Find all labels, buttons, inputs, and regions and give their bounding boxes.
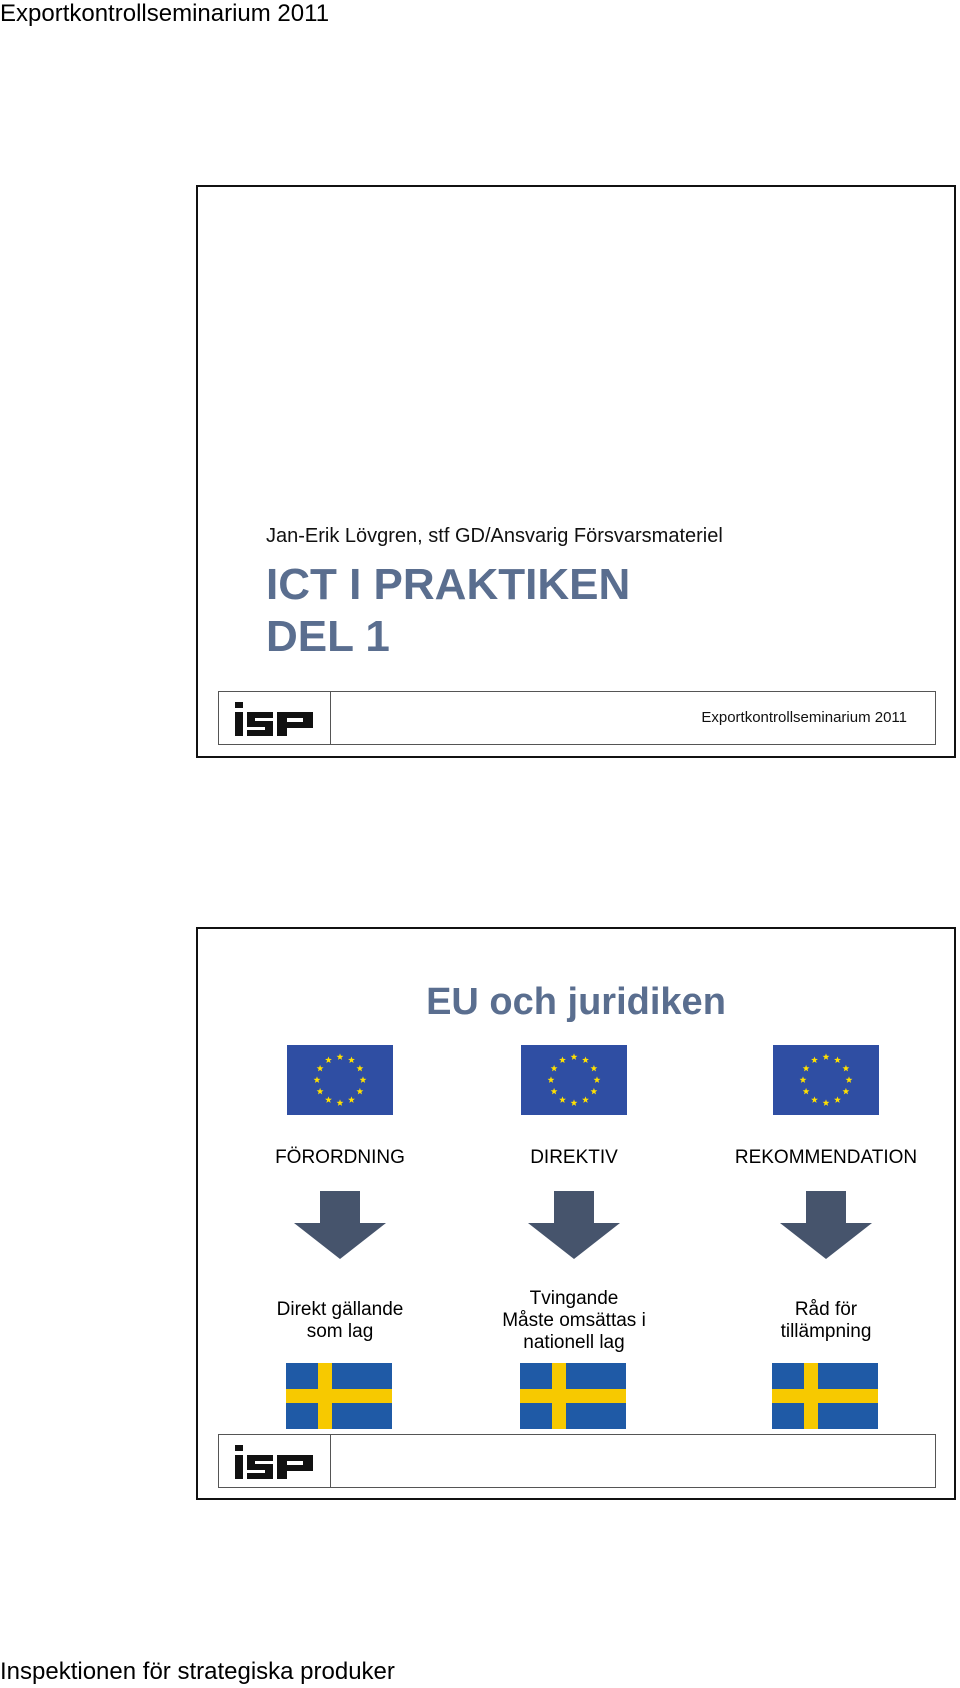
eu-flag-icon — [521, 1045, 627, 1115]
column-description: Direkt gällande som lag — [276, 1299, 404, 1342]
slide-1-footer-text: Exportkontrollseminarium 2011 — [701, 709, 907, 726]
isp-logo-icon — [233, 1445, 317, 1479]
presenter-line: Jan-Erik Lövgren, stf GD/Ansvarig Försvarsmateriel — [266, 525, 723, 547]
slide-1-title — [266, 559, 630, 663]
column-description: Råd för tillämpning — [780, 1299, 872, 1342]
column-label: DIREKTIV — [530, 1147, 618, 1168]
column-label: REKOMMENDATION — [734, 1147, 918, 1168]
column-label: FÖRORDNING — [275, 1147, 405, 1168]
page-footer: Inspektionen för strategiska produker — [0, 1658, 395, 1685]
page-header: Exportkontrollseminarium 2011 — [0, 0, 330, 27]
isp-logo-box — [219, 692, 331, 744]
arrow-down-icon — [294, 1191, 386, 1259]
isp-logo-box — [219, 1435, 331, 1487]
sweden-flag-icon — [520, 1363, 626, 1429]
slide-2-footer — [218, 1434, 936, 1488]
slide-2 — [196, 927, 956, 1500]
title-line-2: DEL 1 — [266, 612, 390, 661]
arrow-down-icon — [780, 1191, 872, 1259]
column-description: Tvingande Måste omsättas i nationell lag — [502, 1288, 646, 1353]
column-direktiv — [474, 1045, 674, 1353]
column-forordning — [240, 1045, 440, 1342]
isp-logo-icon — [233, 702, 317, 736]
column-rekommendation — [726, 1045, 926, 1342]
slide-1-footer — [218, 691, 936, 745]
arrow-down-icon — [528, 1191, 620, 1259]
eu-flag-icon — [287, 1045, 393, 1115]
sweden-flag-icon — [772, 1363, 878, 1429]
eu-flag-icon — [773, 1045, 879, 1115]
slide-1 — [196, 185, 956, 758]
sweden-flag-icon — [286, 1363, 392, 1429]
slide-2-title: EU och juridiken — [426, 981, 726, 1023]
title-line-1: ICT I PRAKTIKEN — [266, 560, 631, 609]
